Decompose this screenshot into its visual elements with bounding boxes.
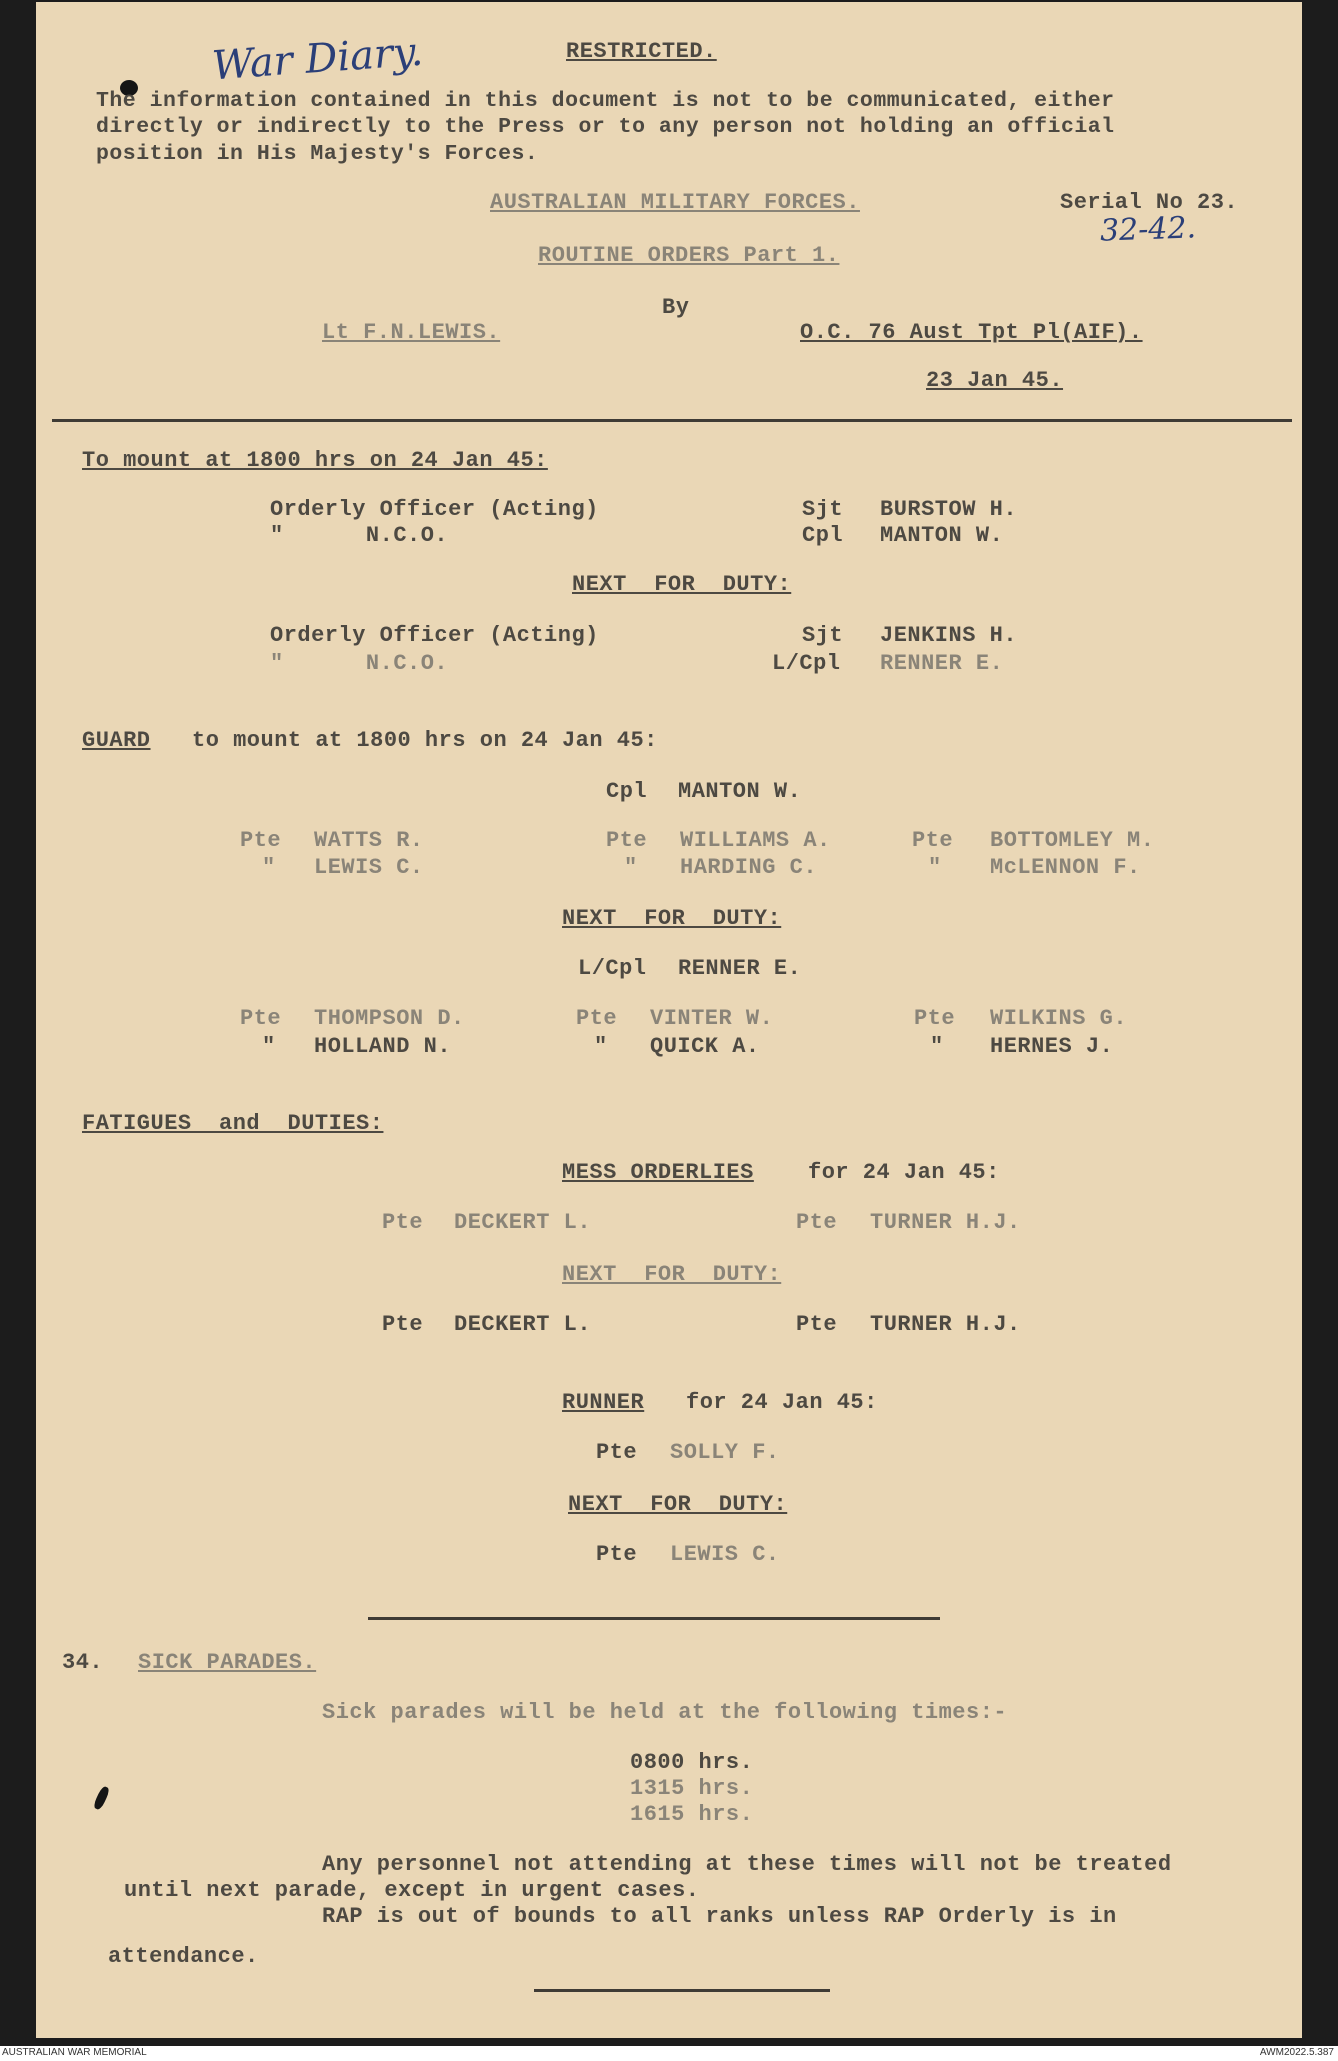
- duty-name-1: BURSTOW H.: [880, 497, 1018, 522]
- mess-next-rank-1: Pte: [382, 1312, 424, 1337]
- duty-name-2: MANTON W.: [880, 523, 1004, 548]
- duty-next-name-2: RENNER E.: [880, 651, 1004, 676]
- guard-next-name-4: HOLLAND N.: [314, 1034, 452, 1059]
- runner-next-heading: NEXT FOR DUTY:: [568, 1492, 788, 1517]
- duty-next-heading: NEXT FOR DUTY:: [572, 572, 792, 597]
- mess-next-name-1: DECKERT L.: [454, 1312, 592, 1337]
- duty-next-name-1: JENKINS H.: [880, 623, 1018, 648]
- duty-role-2: " N.C.O.: [270, 523, 449, 548]
- mess-orderlies-label: MESS ORDERLIES: [562, 1160, 754, 1185]
- sick-parades-number: 34.: [62, 1650, 104, 1675]
- mess-rank-2: Pte: [796, 1210, 838, 1235]
- mess-name-1: DECKERT L.: [454, 1210, 592, 1235]
- handwritten-war-diary: War Diary.: [210, 28, 425, 90]
- sick-time-3: 1615 hrs.: [630, 1802, 754, 1827]
- end-divider: [534, 1989, 830, 1992]
- section-divider: [368, 1617, 940, 1620]
- runner-rank: Pte: [596, 1440, 638, 1465]
- guard-next-rank-4: ": [262, 1034, 276, 1059]
- guard-rank-6: ": [928, 855, 942, 880]
- mess-next-rank-2: Pte: [796, 1312, 838, 1337]
- mess-next-heading: NEXT FOR DUTY:: [562, 1262, 782, 1287]
- restricted-heading: RESTRICTED.: [566, 39, 717, 64]
- sick-time-2: 1315 hrs.: [630, 1776, 754, 1801]
- header-divider: [52, 419, 1292, 422]
- handwritten-serial: 32-42.: [1099, 210, 1197, 249]
- mess-orderlies-heading: for 24 Jan 45:: [808, 1160, 1000, 1185]
- duty-rank-1: Sjt: [802, 497, 844, 522]
- footer-institution: AUSTRALIAN WAR MEMORIAL: [2, 2047, 147, 2058]
- guard-next-name-3: WILKINS G.: [990, 1006, 1128, 1031]
- issuing-officer: Lt F.N.LEWIS.: [322, 320, 501, 345]
- order-date: 23 Jan 45.: [926, 368, 1064, 393]
- runner-name: SOLLY F.: [670, 1440, 780, 1465]
- serial-number: Serial No 23.: [1060, 190, 1239, 215]
- guard-next-heading: NEXT FOR DUTY:: [562, 906, 782, 931]
- duty-role-1: Orderly Officer (Acting): [270, 497, 599, 522]
- mess-rank-1: Pte: [382, 1210, 424, 1235]
- duty-officers-heading: To mount at 1800 hrs on 24 Jan 45:: [82, 448, 548, 473]
- guard-label: GUARD: [82, 728, 151, 753]
- guard-rank-2: Pte: [606, 828, 648, 853]
- forces-heading: AUSTRALIAN MILITARY FORCES.: [490, 190, 860, 215]
- footer-bar: [0, 2046, 1338, 2061]
- guard-name-6: McLENNON F.: [990, 855, 1141, 880]
- guard-name-4: LEWIS C.: [314, 855, 424, 880]
- footer-accession-number: AWM2022.5.387: [1259, 2047, 1334, 2058]
- guard-rank-5: ": [624, 855, 638, 880]
- duty-next-role-1: Orderly Officer (Acting): [270, 623, 599, 648]
- guard-heading: to mount at 1800 hrs on 24 Jan 45:: [192, 728, 658, 753]
- mess-next-name-2: TURNER H.J.: [870, 1312, 1021, 1337]
- guard-rank-1: Pte: [240, 828, 282, 853]
- sick-para2-line1: RAP is out of bounds to all ranks unless RAP Orderly is in: [322, 1904, 1117, 1929]
- guard-next-rank-6: ": [930, 1034, 944, 1059]
- guard-rank-4: ": [262, 855, 276, 880]
- guard-next-name-6: HERNES J.: [990, 1034, 1114, 1059]
- guard-next-name-5: QUICK A.: [650, 1034, 760, 1059]
- unit-designation: O.C. 76 Aust Tpt Pl(AIF).: [800, 320, 1143, 345]
- guard-next-rank-5: ": [594, 1034, 608, 1059]
- runner-label: RUNNER: [562, 1390, 645, 1415]
- runner-next-name: LEWIS C.: [670, 1542, 780, 1567]
- sick-para1-line1: Any personnel not attending at these times will not be treated: [322, 1852, 1172, 1877]
- guard-next-name-1: THOMPSON D.: [314, 1006, 465, 1031]
- guard-name-1: WATTS R.: [314, 828, 424, 853]
- mess-name-2: TURNER H.J.: [870, 1210, 1021, 1235]
- guard-name-3: BOTTOMLEY M.: [990, 828, 1155, 853]
- guard-next-rank-1: Pte: [240, 1006, 282, 1031]
- duty-next-rank-1: Sjt: [802, 623, 844, 648]
- guard-next-commander-name: RENNER E.: [678, 956, 802, 981]
- routine-orders-heading: ROUTINE ORDERS Part 1.: [538, 243, 840, 268]
- sick-parades-intro: Sick parades will be held at the following times:-: [322, 1700, 1008, 1725]
- sick-para1-line2: until next parade, except in urgent cases.: [124, 1878, 700, 1903]
- guard-rank-3: Pte: [912, 828, 954, 853]
- notice-line-1: The information contained in this document is not to be communicated, either: [96, 89, 1115, 113]
- runner-next-rank: Pte: [596, 1542, 638, 1567]
- runner-heading: for 24 Jan 45:: [686, 1390, 878, 1415]
- sick-time-1: 0800 hrs.: [630, 1750, 754, 1775]
- guard-name-2: WILLIAMS A.: [680, 828, 831, 853]
- sick-parades-title: SICK PARADES.: [138, 1650, 317, 1675]
- guard-commander-name: MANTON W.: [678, 779, 802, 804]
- guard-next-rank-2: Pte: [576, 1006, 618, 1031]
- guard-name-5: HARDING C.: [680, 855, 818, 880]
- guard-commander-rank: Cpl: [606, 779, 648, 804]
- by-label: By: [662, 295, 690, 320]
- duty-rank-2: Cpl: [802, 523, 844, 548]
- notice-line-2: directly or indirectly to the Press or to any person not holding an official: [96, 115, 1115, 139]
- guard-next-rank-3: Pte: [914, 1006, 956, 1031]
- guard-next-name-2: VINTER W.: [650, 1006, 774, 1031]
- notice-line-3: position in His Majesty's Forces.: [96, 142, 539, 166]
- sick-para2-line2: attendance.: [108, 1944, 259, 1969]
- guard-next-commander-rank: L/Cpl: [578, 956, 647, 981]
- fatigues-heading: FATIGUES and DUTIES:: [82, 1111, 384, 1136]
- duty-next-role-2: " N.C.O.: [270, 651, 449, 676]
- duty-next-rank-2: L/Cpl: [772, 651, 841, 676]
